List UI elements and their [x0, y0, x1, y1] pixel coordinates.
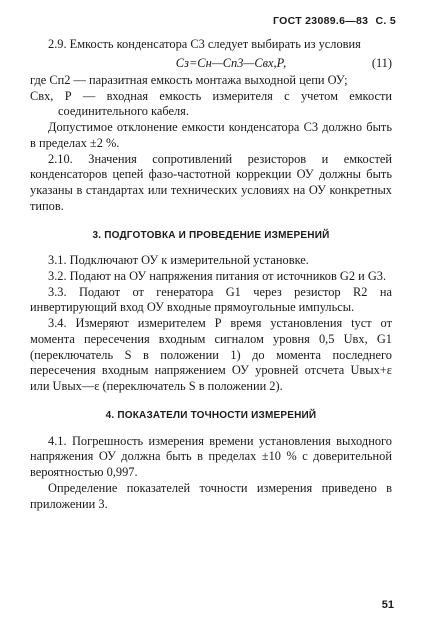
formula-expression: Сз=Сн—Сп3—Свх,Р, [175, 55, 287, 70]
paragraph-2-10: 2.10. Значения сопротивлений резисторов и емкостей конденсаторов цепей фазо-частотной коррекции ОУ должны быть указаны в стандартах или технических условиях на ОУ конкретных типов. [30, 151, 392, 213]
page-content [30, 37, 392, 512]
running-header [273, 15, 396, 28]
page-number: 51 [381, 599, 394, 611]
formula-number: (11) [371, 55, 392, 70]
paragraph-4-1: 4.1. Погрешность измерения времени установления выходного напряжения ОУ должна быть в пределах ±10 % с доверительной вероятностью 0,997. [30, 433, 392, 480]
paragraph-3-2: 3.2. Подают на ОУ напряжения питания от источников G2 и G3. [48, 268, 387, 283]
formula-11 [30, 55, 392, 72]
paragraph-tolerance: Допустимое отклонение емкости конденсатора С3 должно быть в пределах ±2 %. [30, 120, 392, 150]
page-label: С. 5 [375, 15, 396, 27]
definition-cin: Свх, Р — входная емкость измерителя с учетом емкости соединительного кабеля. [30, 88, 392, 119]
paragraph-2-9: 2.9. Емкость конденсатора С3 следует выбирать из условия [48, 37, 361, 51]
paragraph-3-3: 3.3. Подают от генератора G1 через резистор R2 на инвертирующий вход ОУ входные прямоугольные импульсы. [30, 284, 392, 315]
standard-number: ГОСТ 23089.6—83 [273, 15, 369, 27]
section-4-title: 4. ПОКАЗАТЕЛИ ТОЧНОСТИ ИЗМЕРЕНИЙ [105, 409, 317, 421]
definition-cp2: где Сп2 — паразитная емкость монтажа выходной цепи ОУ; [30, 72, 348, 87]
paragraph-appendix-ref: Определение показателей точности измерения приведено в приложении 3. [30, 480, 392, 511]
paragraph-3-4: 3.4. Измеряют измерителем Р время установления tуст от момента пересечения входным сигналом уровня 0,5 Uвх, G1 (переключатель S в положении 1) до момента последнего пересечения входным напряжением ОУ уровней отсчета Uвых+ε или Uвых—ε (переключатель S в положении 2). [30, 316, 392, 394]
paragraph-3-1: 3.1. Подключают ОУ к измерительной установке. [48, 253, 309, 268]
section-3-title: 3. ПОДГОТОВКА И ПРОВЕДЕНИЕ ИЗМЕРЕНИЙ [92, 229, 330, 241]
